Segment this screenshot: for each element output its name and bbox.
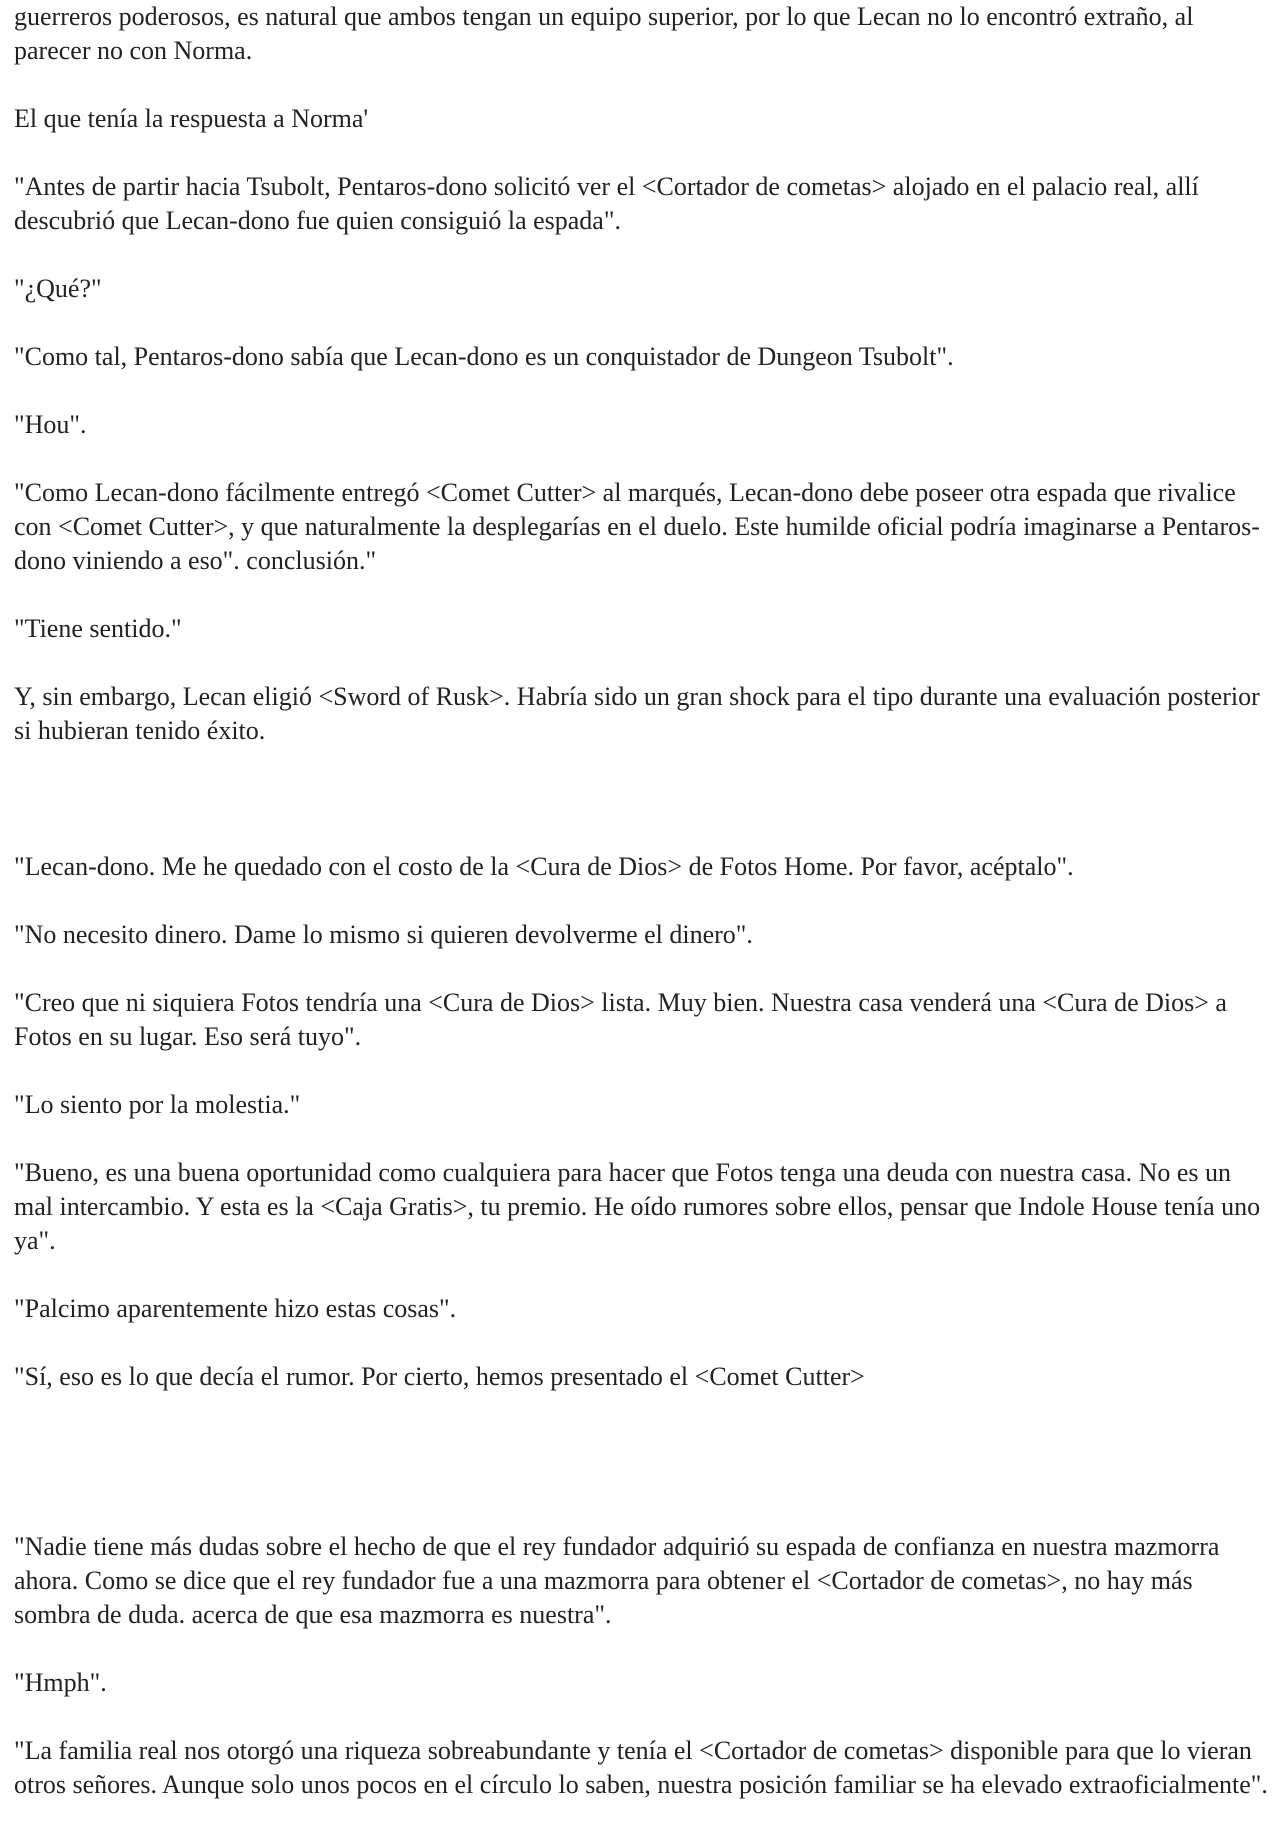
paragraph: "Hou". <box>14 410 87 439</box>
paragraph: "Lecan-dono. Me he quedado con el costo de la <Cura de Dios> de Fotos Home. Por favor, acéptalo". <box>14 852 1074 881</box>
paragraph: "Bueno, es una buena oportunidad como cualquiera para hacer que Fotos tenga una deuda con nuestra casa. No es un mal intercambio. Y esta es la <Caja Gratis>, tu premio. He oído rumores sobre ellos, pensar que Indole House tenía uno ya". <box>14 1158 1261 1255</box>
paragraph: guerreros poderosos, es natural que ambos tengan un equipo superior, por lo que Lecan no lo encontró extraño, al parecer no con Norma. <box>14 2 1194 65</box>
paragraph: "Creo que ni siquiera Fotos tendría una <Cura de Dios> lista. Muy bien. Nuestra casa venderá una <Cura de Dios> a Fotos en su lugar. Eso será tuyo". <box>14 988 1227 1051</box>
paragraph: "Hmph". <box>14 1668 107 1697</box>
section-gap <box>14 1428 1274 1530</box>
paragraph: "Sí, eso es lo que decía el rumor. Por cierto, hemos presentado el <Comet Cutter> <box>14 1362 865 1391</box>
paragraph: "Como Lecan-dono fácilmente entregó <Comet Cutter> al marqués, Lecan-dono debe poseer otra espada que rivalice con <Comet Cutter>, y que naturalmente la desplegarías en el duelo. Este humilde oficial podría imaginarse a Pentaros-dono viniendo a eso". conclusión." <box>14 478 1260 575</box>
paragraph: "Antes de partir hacia Tsubolt, Pentaros-dono solicitó ver el <Cortador de cometas> alojado en el palacio real, allí descubrió que Lecan-dono fue quien consiguió la espada". <box>14 172 1199 235</box>
paragraph: "No necesito dinero. Dame lo mismo si quieren devolverme el dinero". <box>14 920 753 949</box>
paragraph: Y, sin embargo, Lecan eligió <Sword of Rusk>. Habría sido un gran shock para el tipo durante una evaluación posterior si hubieran tenido éxito. <box>14 682 1260 745</box>
paragraph: El que tenía la respuesta a Norma' <box>14 104 369 133</box>
section-gap <box>14 782 1274 850</box>
paragraph: "Lo siento por la molestia." <box>14 1090 301 1119</box>
paragraph: "Palcimo aparentemente hizo estas cosas". <box>14 1294 457 1323</box>
document-body <box>14 0 1274 1836</box>
paragraph: "¿Qué?" <box>14 274 102 303</box>
paragraph: "Tiene sentido." <box>14 614 182 643</box>
paragraph: "Como tal, Pentaros-dono sabía que Lecan-dono es un conquistador de Dungeon Tsubolt". <box>14 342 954 371</box>
paragraph: "Nadie tiene más dudas sobre el hecho de que el rey fundador adquirió su espada de confianza en nuestra mazmorra ahora. Como se dice que el rey fundador fue a una mazmorra para obtener el <Cortador de cometas>, no hay más sombra de duda. acerca de que esa mazmorra es nuestra". <box>14 1532 1220 1629</box>
paragraph: "La familia real nos otorgó una riqueza sobreabundante y tenía el <Cortador de cometas> disponible para que lo vieran otros señores. Aunque solo unos pocos en el círculo lo saben, nuestra posición familiar se ha elevado extraoficialmente". <box>14 1736 1268 1799</box>
